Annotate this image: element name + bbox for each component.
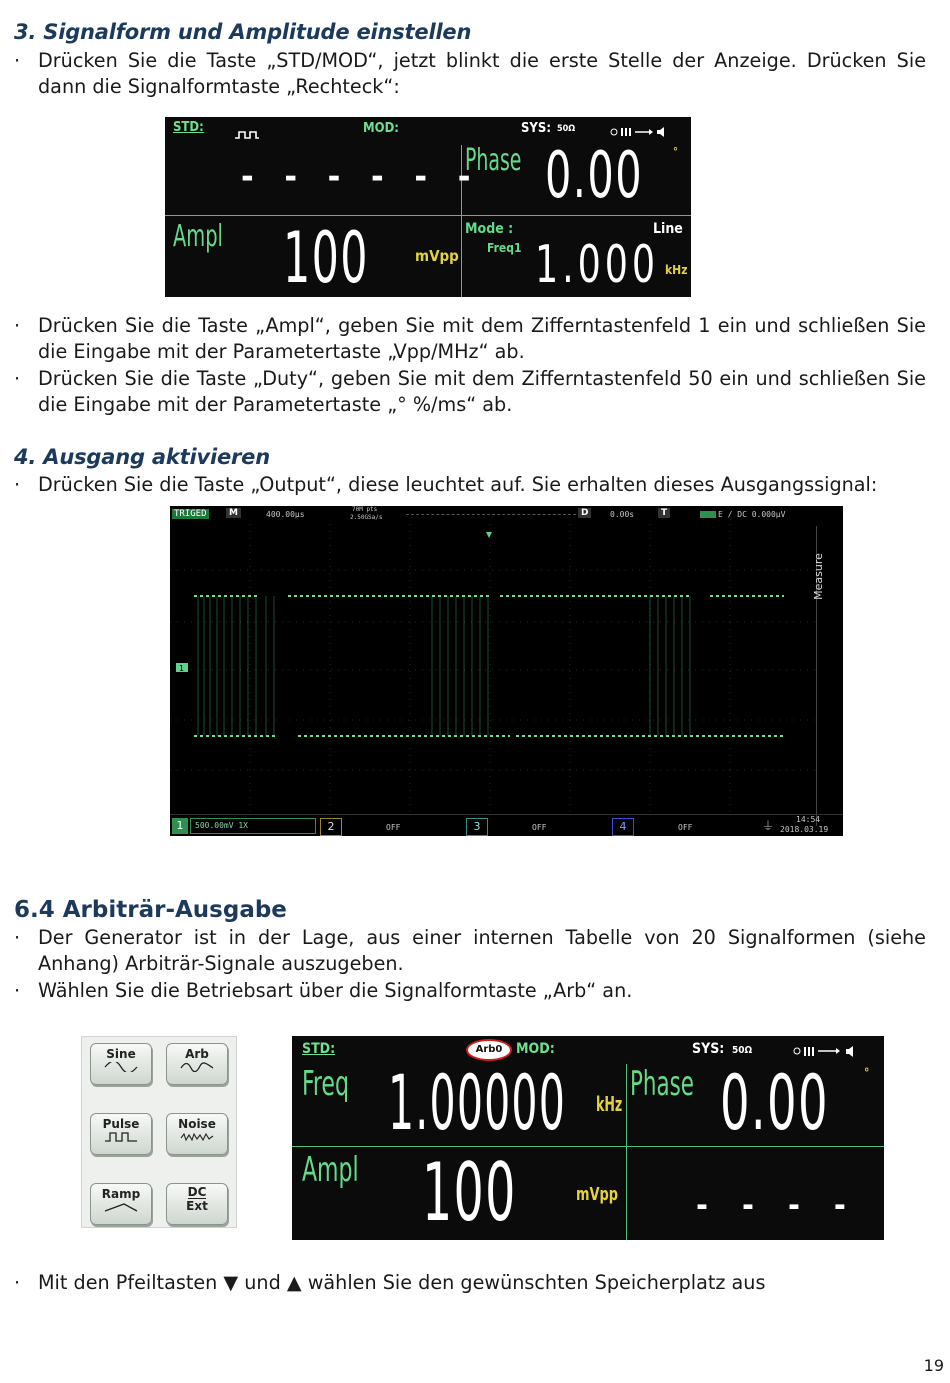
- memory-depth: 70M pts: [352, 506, 378, 513]
- channel-bar: [170, 814, 843, 837]
- arb-key[interactable]: [166, 1043, 228, 1085]
- noise-icon: [180, 1132, 214, 1142]
- trigger-level: E / DC 0.000μV: [718, 510, 786, 519]
- dc-ext-key[interactable]: [166, 1183, 228, 1225]
- noise-key[interactable]: [166, 1113, 228, 1155]
- channel-1-scale: 500.00mV 1X: [195, 821, 248, 830]
- channel-4-button[interactable]: 4: [612, 818, 634, 836]
- sys-label: SYS:: [692, 1041, 725, 1057]
- ampl-unit: mVpp: [576, 1184, 619, 1205]
- phase-label: Phase: [630, 1064, 694, 1104]
- menu-m: M: [226, 508, 241, 518]
- phase-value: 0.00: [720, 1058, 829, 1147]
- line-label: Line: [653, 221, 683, 237]
- bullet-arb-select: · Wählen Sie die Betriebsart über die Signalformtaste „Arb“ an.: [14, 978, 926, 1004]
- bullet-arrow-keys: · Mit den Pfeiltasten ▼ und ▲ wählen Sie den gewünschten Speicherplatz aus: [14, 1270, 926, 1296]
- generator-display-1: [165, 117, 691, 297]
- channel-1-button[interactable]: 1: [172, 818, 188, 834]
- sine-icon: [104, 1062, 138, 1072]
- mod-label: MOD:: [363, 121, 399, 136]
- bullet-text: Drücken Sie die Taste „Ampl“, geben Sie mit dem Zifferntastenfeld 1 ein und schließen Sie die Eingabe mit der Parametertaste „Vpp/MHz“ ab.: [38, 314, 926, 363]
- square-wave-icon: [235, 125, 259, 144]
- delay-value: 0.00s: [610, 510, 635, 519]
- measure-sidebar[interactable]: [811, 526, 839, 826]
- generator-display-2: [292, 1036, 884, 1240]
- bullet-text: Drücken Sie die Taste „Duty“, geben Sie mit dem Zifferntastenfeld 50 ein und schließen Sie die Eingabe mit der Parametertaste „° %/ms“ ab.: [38, 367, 926, 416]
- phase-label: Phase: [465, 143, 522, 178]
- ramp-key[interactable]: [90, 1183, 152, 1225]
- clock-date: 2018.03.19: [780, 825, 829, 834]
- arb-waveform-badge: Arb0: [466, 1039, 512, 1061]
- channel-3-state: OFF: [532, 823, 547, 832]
- channel-3-button[interactable]: 3: [466, 818, 488, 836]
- waveform-overview: [406, 514, 576, 515]
- waveform-keypad: [81, 1036, 237, 1228]
- oscilloscope-screenshot: [170, 506, 843, 836]
- ampl-value: 100: [422, 1146, 517, 1239]
- trigger-label: T: [658, 508, 670, 518]
- pulse-label: Pulse: [102, 1117, 140, 1131]
- sys-label: SYS:: [521, 121, 551, 136]
- phase-value: 0.00: [545, 139, 644, 213]
- ampl-label: Ampl: [302, 1150, 359, 1190]
- bullet-std-mod: · Drücken Sie die Taste „STD/MOD“, jetzt blinkt die erste Stelle der Anzeige. Drücken Sie dann die Signalformtaste „Rechteck“:: [14, 49, 926, 98]
- impedance-value: 50Ω: [557, 124, 576, 134]
- usb-icon: ⏚: [762, 819, 775, 833]
- bullet-text: Mit den Pfeiltasten ▼ und ▲ wählen Sie den gewünschten Speicherplatz aus: [38, 1271, 766, 1294]
- sine-key[interactable]: [90, 1043, 152, 1085]
- chapter-6-4-heading: 6.4 Arbiträr-Ausgabe: [14, 897, 287, 923]
- bullet-text: Drücken Sie die Taste „Output“, diese leuchtet auf. Sie erhalten dieses Ausgangssignal:: [38, 473, 878, 496]
- channel-2-button[interactable]: 2: [320, 818, 342, 836]
- freq-unit: kHz: [596, 1092, 623, 1116]
- channel-2-state: OFF: [386, 823, 401, 832]
- bullet-text: Drücken Sie die Taste „STD/MOD“, jetzt blinkt die erste Stelle der Anzeige. Drücken Sie dann die Signalformtaste „Rechteck“:: [38, 49, 926, 98]
- ampl-value: 100: [283, 217, 369, 297]
- section-3-heading: 3. Signalform und Amplitude einstellen: [14, 20, 472, 44]
- ampl-unit: mVpp: [415, 247, 459, 265]
- waveform-placeholder: - - - - - -: [241, 157, 481, 197]
- value-placeholder: - - - -: [696, 1186, 858, 1224]
- channel-1-marker: 1: [179, 664, 185, 673]
- channel-4-state: OFF: [678, 823, 693, 832]
- arb-label: Arb: [185, 1047, 209, 1061]
- ramp-icon: [104, 1202, 138, 1212]
- bullet-text: Der Generator ist in der Lage, aus einer internen Tabelle von 20 Signalformen (siehe Anhang) Arbiträr-Signale auszugeben.: [38, 926, 926, 975]
- std-label: STD:: [302, 1041, 336, 1057]
- measure-tab[interactable]: Measure: [811, 553, 825, 600]
- sine-label: Sine: [106, 1047, 136, 1061]
- dc-label: DC: [187, 1185, 207, 1199]
- delay-label: D: [578, 508, 591, 518]
- pulse-icon: [104, 1132, 138, 1142]
- waveform-plot: [170, 524, 816, 814]
- mode-label: Mode :: [465, 221, 514, 237]
- freq-label: Freq: [302, 1064, 349, 1104]
- clock-time: 14:54: [796, 815, 821, 824]
- ramp-label: Ramp: [101, 1187, 141, 1201]
- ext-label: Ext: [186, 1199, 208, 1213]
- bullet-text: Wählen Sie die Betriebsart über die Signalformtaste „Arb“ an.: [38, 979, 633, 1002]
- channel-1-scale-box[interactable]: [190, 818, 316, 834]
- bullet-ampl: · Drücken Sie die Taste „Ampl“, geben Sie mit dem Zifferntastenfeld 1 ein und schließen Sie die Eingabe mit der Parametertaste „Vpp/MHz“ ab.: [14, 314, 926, 363]
- ampl-label: Ampl: [173, 219, 223, 254]
- trigger-status: TRIGED: [174, 509, 207, 519]
- timebase: 400.00μs: [266, 510, 305, 519]
- freq-unit: kHz: [665, 263, 688, 277]
- std-label: STD:: [173, 120, 204, 135]
- pulse-key[interactable]: [90, 1113, 152, 1155]
- bullet-duty: · Drücken Sie die Taste „Duty“, geben Sie mit dem Zifferntastenfeld 50 ein und schließen Sie die Eingabe mit der Parametertaste „° %/ms“ ab.: [14, 367, 926, 416]
- bullet-output: · Drücken Sie die Taste „Output“, diese leuchtet auf. Sie erhalten dieses Ausgangssignal:: [14, 472, 926, 498]
- divider-vertical: [626, 1064, 627, 1240]
- bullet-arb-table: · Der Generator ist in der Lage, aus einer internen Tabelle von 20 Signalformen (siehe Anhang) Arbiträr-Signale auszugeben.: [14, 926, 926, 975]
- mod-label: MOD:: [516, 1041, 555, 1057]
- divider-horizontal: [165, 215, 691, 216]
- section-4-heading: 4. Ausgang aktivieren: [14, 445, 270, 469]
- phase-degree: °: [673, 145, 678, 158]
- freq-value: 1.000: [535, 235, 659, 295]
- phase-degree: °: [864, 1066, 870, 1080]
- arb-icon: [180, 1062, 214, 1072]
- trigger-channel-badge: [700, 511, 716, 518]
- page-number: 19: [923, 1356, 944, 1375]
- sample-rate: 2.50GSa/s: [350, 514, 383, 521]
- freq1-label: Freq1: [487, 241, 522, 255]
- impedance-value: 50Ω: [732, 1045, 753, 1056]
- freq-value: 1.00000: [388, 1058, 567, 1147]
- noise-label: Noise: [178, 1117, 216, 1131]
